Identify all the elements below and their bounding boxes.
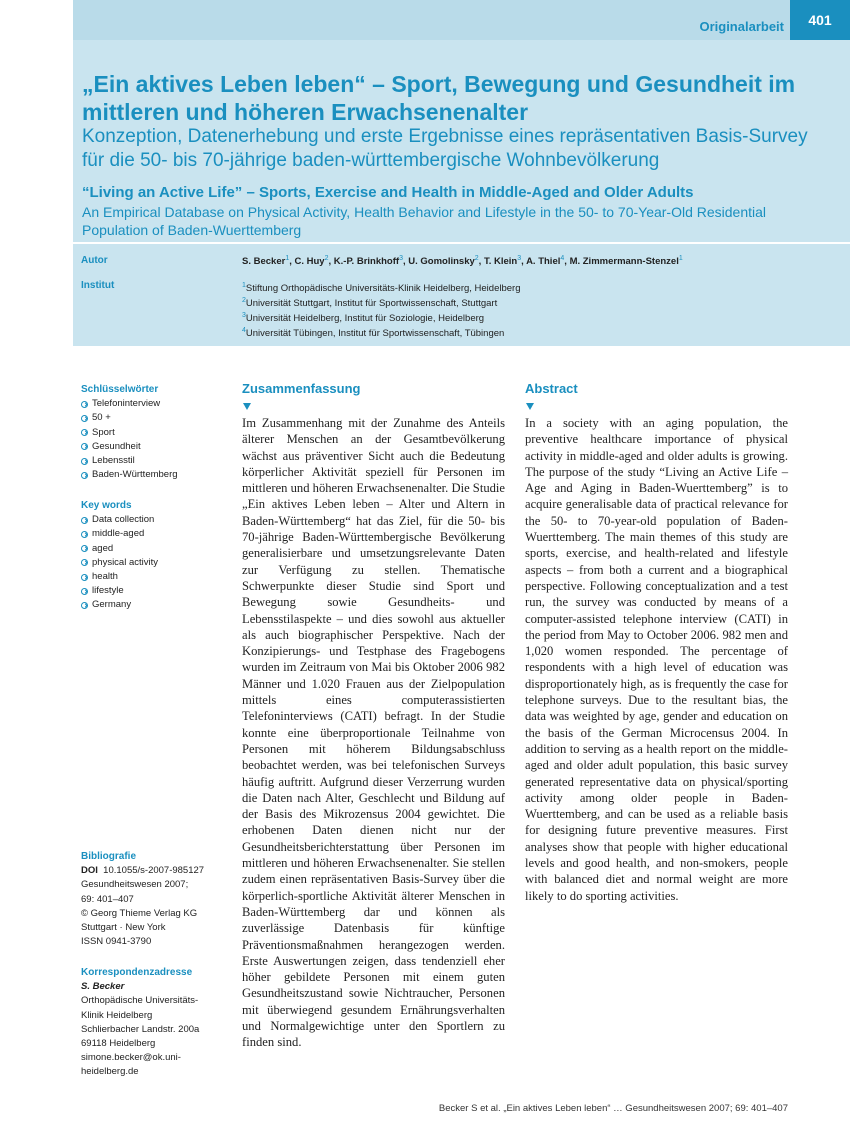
author-list: S. Becker$^1$, C. Huy$^2$, K.-P. Brinkhoff$^3$, U. Gomolinsky$^2$, T. Klein$^3$, A. Thiel$^4$, M. Zimmermann-Stenzel$^1$ bbox=[242, 255, 683, 268]
author-affiliation-marker: 3 bbox=[517, 255, 522, 262]
subtitle-de: Konzeption, Datenerhebung und erste Ergebnisse eines repräsentativen Basis-Survey für die 50- bis 70-jährige baden-württembergische Wohnbevölkerung bbox=[82, 126, 808, 171]
author-name: U. Gomolinsky bbox=[408, 256, 475, 268]
bibliography-line: Gesundheitswesen 2007; bbox=[81, 879, 189, 891]
keyword-item bbox=[81, 411, 231, 425]
institute-marker: 4 bbox=[242, 327, 246, 335]
abstract-de-text: Im Zusammenhang mit der Zunahme des Anteils älterer Menschen an der Gesamtbevölkerung wächst aus präventiver Sicht auch die Bedeutung körperlicher Aktivität speziell für Personen im mittleren und höheren Erwachsenenalter. Die Studie „Ein aktives Leben leben – Alter und Altern in Baden-Württemberg“ hat das Ziel, für die 50- bis 70-jährige Baden-Württembergische Bevölkerung generalisierbare und umsetzungsrelevante Daten zur Verfügung zu stellen. Thematische Schwerpunkte dieser Studie sind Sport und Bewegung sowie Gesundheits- und Lebensstilaspekte – und dies sowohl aus aktueller als auch biographischer Perspektive. Nach der Konzipierungs- und Testphase des Fragebogens wurden im Zeitraum von Mai bis Oktober 2006 982 Männer und 1.020 Frauen aus der Zielpopulation mittels eines computerassistierten Telefoninterviews (CATI) befragt. In der Studie konnte eine überproportionale Teilnahme von Personen mit höherem Bildungsabschluss beobachtet werden, was bei telefonischen Surveys häufig auftritt. Aufgrund dieser Verzerrung wurden die Daten nach Alter, Geschlecht und Bildung auf der Basis des Mikrozensus 2004 gewichtet. Die erhobenen Daten dienen nicht nur der Gesundheitsberichterstattung über Personen im mittleren und höheren Erwachsenenalter. Sie stellen zudem einen repräsentativen Basis-Survey über die körperlich-sportliche Aktivität älterer Menschen in Baden-Württemberg dar und können als zuverlässige Datenbasis für künftige Präventionsmaßnahmen herangezogen werden. Erste Auswertungen zeigen, dass tendenziell eher höher gebildete Personen mit einem guten Gesundheitszustand sowie Nichtraucher, Personen mit überwiegend gesundem Ernährungsverhalten und Normalgewichtige unter den Sportlern zu finden sind. bbox=[242, 416, 505, 1050]
keyword-item bbox=[81, 468, 231, 482]
keywords-en-title: Key words bbox=[81, 500, 132, 511]
author-name: S. Becker bbox=[242, 256, 286, 268]
abstract-en-heading: Abstract bbox=[525, 381, 578, 396]
keyword-label: Germany bbox=[92, 599, 132, 611]
keywords-de-title: Schlüsselwörter bbox=[81, 384, 159, 395]
bibliography bbox=[81, 850, 231, 949]
keyword-label: Data collection bbox=[92, 514, 155, 526]
arrow-bullet-icon bbox=[81, 472, 88, 479]
arrow-bullet-icon bbox=[81, 574, 88, 581]
keyword-item bbox=[81, 598, 231, 612]
page-number: 401 bbox=[790, 0, 850, 40]
institute-marker: 3 bbox=[242, 312, 246, 320]
institute-text: Universität Tübingen, Institut für Sportwissenschaft, Tübingen bbox=[245, 328, 505, 340]
keyword-item bbox=[81, 527, 231, 541]
keyword-item bbox=[81, 556, 231, 570]
keyword-item bbox=[81, 542, 231, 556]
institute-text: Universität Heidelberg, Institut für Soziologie, Heidelberg bbox=[245, 313, 485, 325]
triangle-down-icon bbox=[243, 403, 251, 410]
institute-text: Stiftung Orthopädische Universitäts-Klinik Heidelberg, Heidelberg bbox=[245, 283, 521, 295]
arrow-bullet-icon bbox=[81, 429, 88, 436]
bibliography-line: ISSN 0941-3790 bbox=[81, 936, 152, 948]
title-en: “Living an Active Life” – Sports, Exercise and Health in Middle-Aged and Older Adults bbox=[82, 184, 694, 201]
keyword-item bbox=[81, 570, 231, 584]
arrow-bullet-icon bbox=[81, 559, 88, 566]
abstract-en-text: In a society with an aging population, the preventive healthcare importance of physical activity in middle-aged and older adults is growing. The purpose of the study “Living an Active Life – Age and Aging in Baden-Wuerttemberg” is to acquire generalisable data of practical relevance for the 50- to 70-year-old population of Baden-Wuerttemberg. The main themes of this study are sports, exercise, and health-related and lifestyle aspects – from both a current and a biographical perspective. Following conceptualization and a test run, the survey was conducted by means of a computer-assisted telephone interview (CATI) in the period from May to October 2006. 982 men and 1,020 women responded. The percentage of respondents with a high level of education was disproportionately high, as is frequently the case for telephone surveys. Due to the resultant bias, the data was weighted by age, gender and education on the basis of the German Microcensus 2004. In addition to serving as a health report on the middle-aged and older adult population, this basic survey generated representative data on physical/sporting activity among older people in Baden-Wuerttemberg, and can be used as a reliable basis for designing future preventive measures. First analyses show that people with higher educational levels and good health, and non-smokers, people with balanced diet and normal weight are more likely to do sporting activities. bbox=[525, 416, 788, 903]
keyword-label: middle-aged bbox=[92, 528, 145, 540]
section-label: Originalarbeit bbox=[699, 19, 784, 34]
author-name: T. Klein bbox=[483, 256, 518, 268]
institute-line bbox=[242, 295, 521, 310]
correspondence-line: simone.becker@ok.uni- bbox=[81, 1052, 181, 1064]
author-affiliation-marker: 3 bbox=[399, 255, 403, 262]
triangle-down-icon bbox=[526, 403, 534, 410]
keyword-label: 50 + bbox=[92, 412, 111, 424]
author-label: Autor bbox=[81, 255, 108, 266]
keyword-label: Gesundheit bbox=[92, 440, 141, 452]
institute-marker: 2 bbox=[242, 297, 246, 305]
institute-line bbox=[242, 310, 521, 325]
correspondence bbox=[81, 966, 231, 1080]
keyword-item bbox=[81, 440, 231, 454]
divider bbox=[73, 242, 850, 244]
subtitle-en: An Empirical Database on Physical Activity, Health Behavior and Lifestyle in the 50- to 70-Year-Old Residential Population of Baden-Wuerttemberg bbox=[82, 204, 767, 238]
author-name: C. Huy bbox=[294, 256, 325, 268]
keyword-label: lifestyle bbox=[92, 585, 124, 597]
arrow-bullet-icon bbox=[81, 458, 88, 465]
author-affiliation-marker: 2 bbox=[474, 255, 479, 262]
keyword-label: health bbox=[92, 571, 118, 583]
arrow-bullet-icon bbox=[81, 401, 88, 408]
bibliography-line: 69: 401–407 bbox=[81, 893, 134, 905]
correspondence-name: S. Becker bbox=[81, 981, 125, 993]
keyword-label: Lebensstil bbox=[92, 455, 135, 467]
author-affiliation-marker: 1 bbox=[285, 255, 290, 262]
author-name: A. Thiel bbox=[526, 256, 561, 268]
institute-label: Institut bbox=[81, 280, 115, 291]
bibliography-line: © Georg Thieme Verlag KG bbox=[81, 907, 198, 919]
keyword-item bbox=[81, 426, 231, 440]
footer-citation: Becker S et al. „Ein aktives Leben leben“ … Gesundheitswesen 2007; 69: 401–407 bbox=[438, 1103, 788, 1114]
arrow-bullet-icon bbox=[81, 517, 88, 524]
arrow-bullet-icon bbox=[81, 602, 88, 609]
institute-line bbox=[242, 280, 521, 295]
arrow-bullet-icon bbox=[81, 545, 88, 552]
author-affiliation-marker: 2 bbox=[324, 255, 329, 262]
institute-text: Universität Stuttgart, Institut für Sportwissenschaft, Stuttgart bbox=[245, 298, 498, 310]
correspondence-line: Orthopädische Universitäts- bbox=[81, 995, 199, 1007]
bibliography-line: Stuttgart · New York bbox=[81, 922, 166, 934]
correspondence-title: Korrespondenzadresse bbox=[81, 967, 193, 978]
keyword-label: aged bbox=[92, 542, 114, 554]
keywords-en bbox=[81, 499, 231, 613]
keyword-item bbox=[81, 454, 231, 468]
institute-line bbox=[242, 325, 521, 340]
doi-line bbox=[81, 864, 231, 878]
arrow-bullet-icon bbox=[81, 588, 88, 595]
keyword-item bbox=[81, 584, 231, 598]
arrow-bullet-icon bbox=[81, 415, 88, 422]
correspondence-line: Schlierbacher Landstr. 200a bbox=[81, 1023, 200, 1035]
correspondence-line: 69118 Heidelberg bbox=[81, 1038, 156, 1050]
author-affiliation-marker: 1 bbox=[678, 255, 683, 262]
author-name: K.-P. Brinkhoff bbox=[333, 256, 400, 268]
keyword-label: Telefoninterview bbox=[92, 398, 161, 410]
keyword-label: physical activity bbox=[92, 556, 158, 568]
keyword-item bbox=[81, 397, 231, 411]
correspondence-line: heidelberg.de bbox=[81, 1066, 139, 1078]
doi-value[interactable]: 10.1055/s-2007-985127 bbox=[103, 865, 205, 877]
author-name: M. Zimmermann-Stenzel bbox=[569, 256, 679, 268]
institute-list bbox=[242, 280, 521, 341]
keyword-item bbox=[81, 513, 231, 527]
arrow-bullet-icon bbox=[81, 443, 88, 450]
keywords-de bbox=[81, 383, 231, 482]
title-de: „Ein aktives Leben leben“ – Sport, Bewegung und Gesundheit im mittleren und höheren Erwachsenenalter bbox=[82, 71, 796, 125]
institute-marker: 1 bbox=[242, 282, 246, 289]
arrow-bullet-icon bbox=[81, 531, 88, 538]
correspondence-line: Klinik Heidelberg bbox=[81, 1009, 153, 1021]
doi-label: DOI bbox=[81, 865, 98, 877]
bibliography-title: Bibliografie bbox=[81, 851, 137, 862]
abstract-de-heading: Zusammenfassung bbox=[242, 381, 361, 396]
author-affiliation-marker: 4 bbox=[560, 255, 565, 262]
keyword-label: Sport bbox=[92, 426, 115, 438]
keyword-label: Baden-Württemberg bbox=[92, 469, 178, 481]
